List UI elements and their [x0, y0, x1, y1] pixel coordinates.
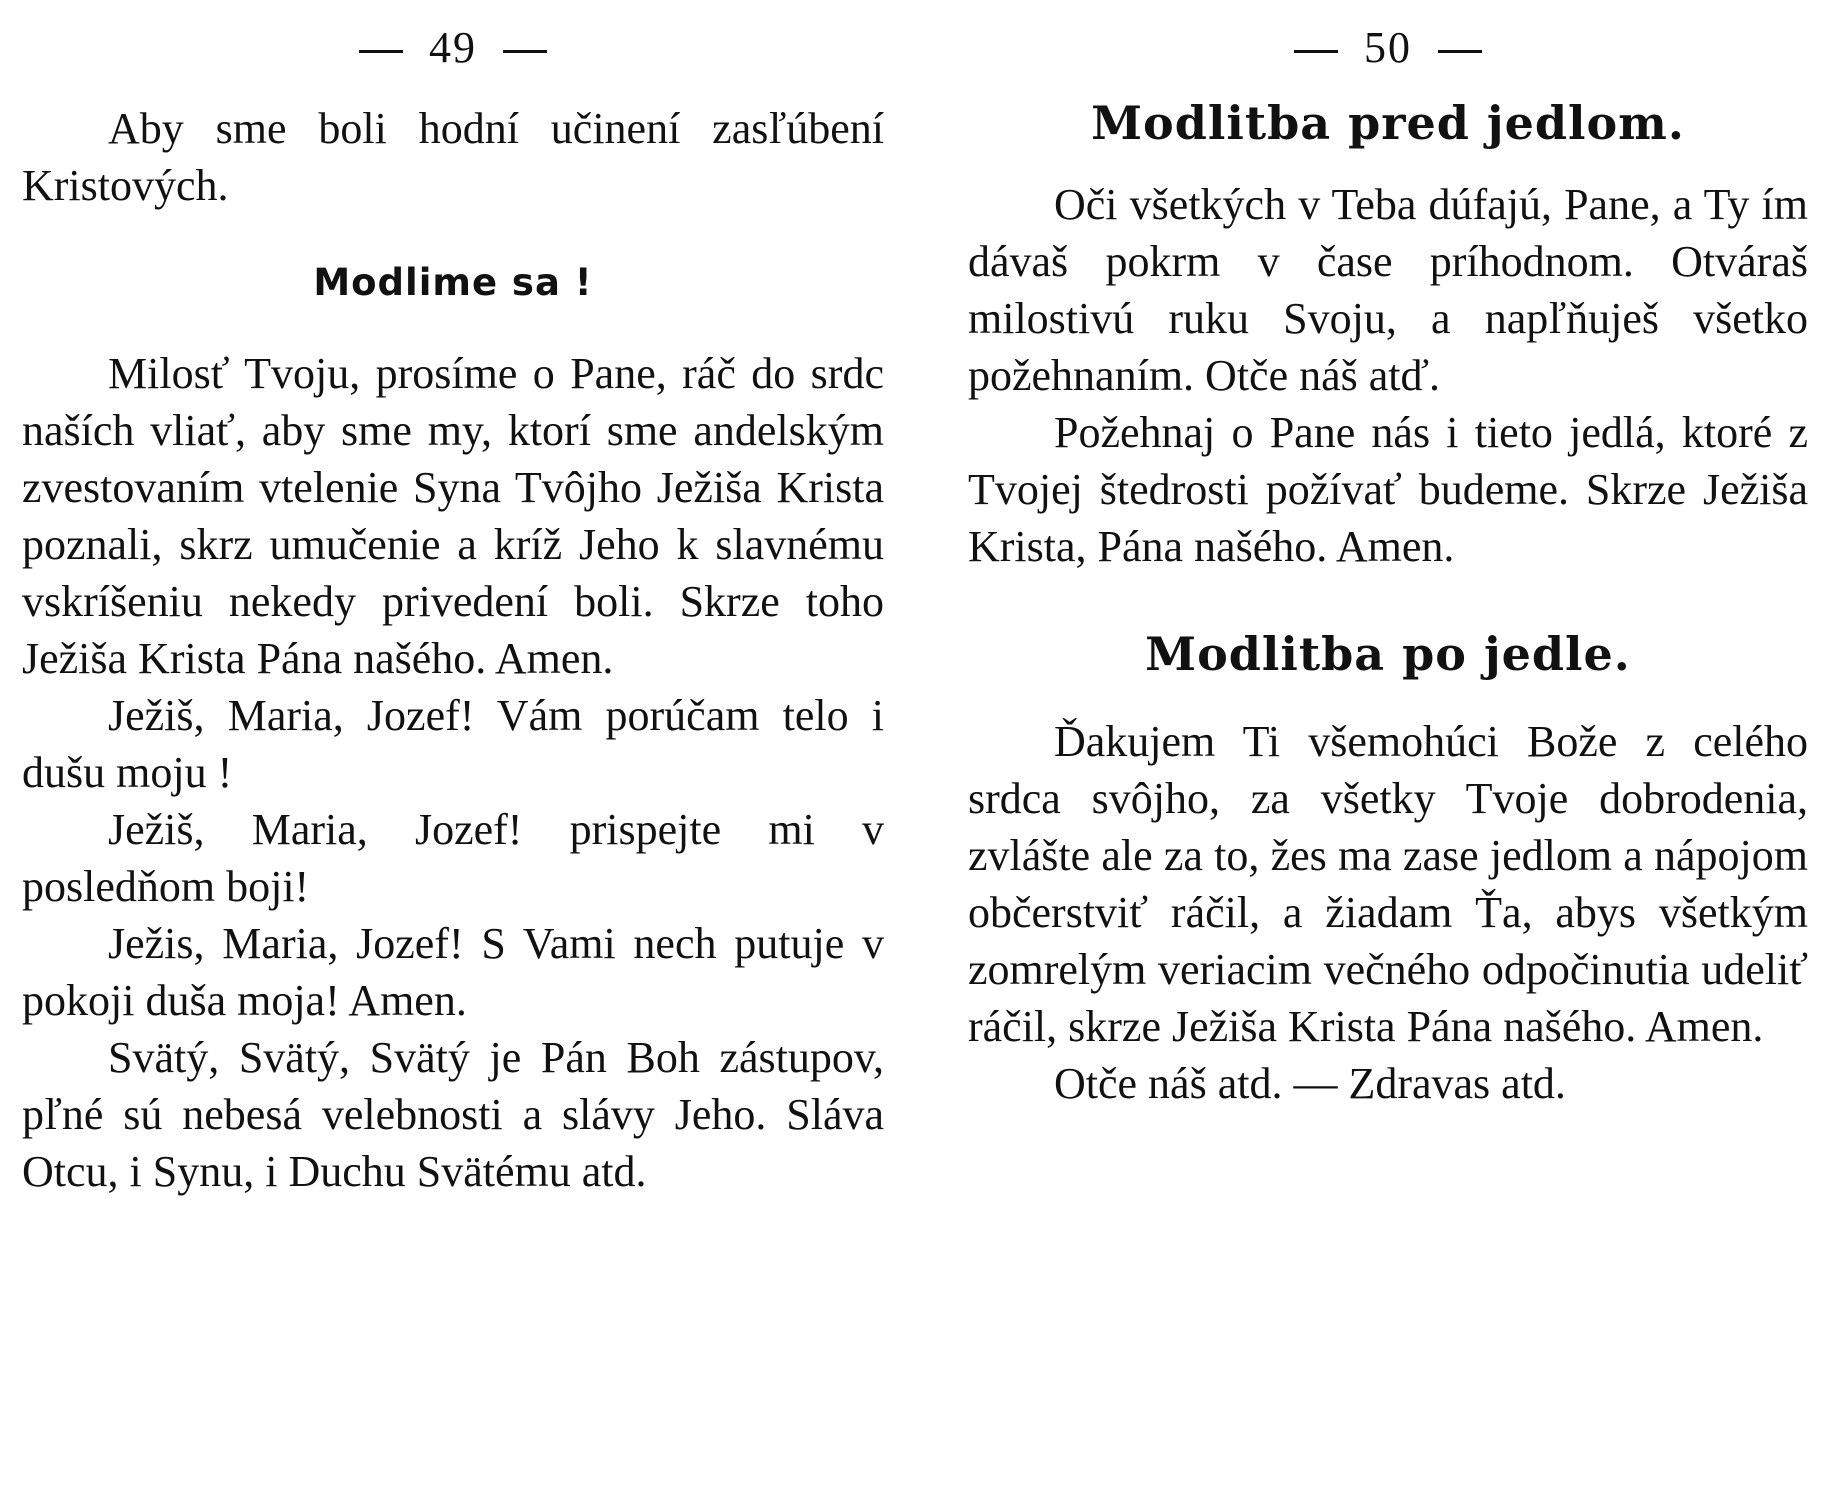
page-number-right — [968, 23, 1808, 100]
folio-dash-left-a — [359, 50, 403, 53]
after-meal-paragraph-1: Ďakujem Ti všemohúci Bože z celého srdca svôjho, za všetky Tvoje dobrodenia, zvlášte ale za to, žes ma zase jedlom a nápojom občerstviť ráčil, a žiadam Ťa, abys všetkým zomrelým veriacim večného odpočinutia udeliť ráčil, skrze Ježiša Krista Pána našého. Amen. — [968, 717, 1808, 1051]
left-page — [22, 0, 884, 1500]
page-number-left — [22, 23, 884, 100]
folio-dash-right-a — [1294, 50, 1338, 53]
prayer-paragraph-2: Ježiš, Maria, Jozef! Vám porúčam telo i dušu moju ! — [22, 691, 884, 797]
folio-dash-left-b — [503, 50, 547, 53]
heading-prayer-after-meal: Modlitba po jedle. — [1145, 627, 1631, 681]
intro-text: Aby sme boli hodní učinení zasľúbení Kristových. — [22, 104, 884, 210]
prayer-paragraph-5: Svätý, Svätý, Svätý je Pán Boh zástupov, pľné sú nebesá velebnosti a slávy Jeho. Sláva Otcu, i Synu, i Duchu Svätému atd. — [22, 1033, 884, 1196]
prayer-paragraph-4: Ježis, Maria, Jozef! S Vami nech putuje v pokoji duša moja! Amen. — [22, 919, 884, 1025]
before-meal-paragraph-1: Oči všetkých v Teba dúfajú, Pane, a Ty ím dávaš pokrm v čase príhodnom. Otváraš milostivú ruku Svoju, a napľňuješ všetko požehnaním. Otče náš atď. — [968, 180, 1808, 400]
prayer-paragraph-3: Ježiš, Maria, Jozef! prispejte mi v posledňom boji! — [22, 805, 884, 911]
after-meal-paragraph-2: Otče náš atd. — Zdravas atd. — [1054, 1059, 1566, 1108]
heading-prayer-before-meal: Modlitba pred jedlom. — [1091, 96, 1685, 150]
prayer-paragraph-1: Milosť Tvoju, prosíme o Pane, ráč do srdc naších vliať, aby sme my, ktorí sme andelským zvestovaním vtelenie Syna Tvôjho Ježiša Krista poznali, skrz umučenie a kríž Jeho k slavnému vskríšeniu nekedy privedení boli. Skrze toho Ježiša Krista Pána našého. Amen. — [22, 349, 884, 683]
page-number-left-value: 49 — [429, 23, 477, 72]
right-page — [968, 0, 1808, 1500]
page-number-right-value: 50 — [1364, 23, 1412, 72]
folio-dash-right-b — [1438, 50, 1482, 53]
before-meal-paragraph-2: Požehnaj o Pane nás i tieto jedlá, ktoré z Tvojej štedrosti požívať budeme. Skrze Ježiša Krista, Pána našého. Amen. — [968, 408, 1808, 571]
heading-modlime-sa: Modlime sa ! — [313, 261, 593, 304]
